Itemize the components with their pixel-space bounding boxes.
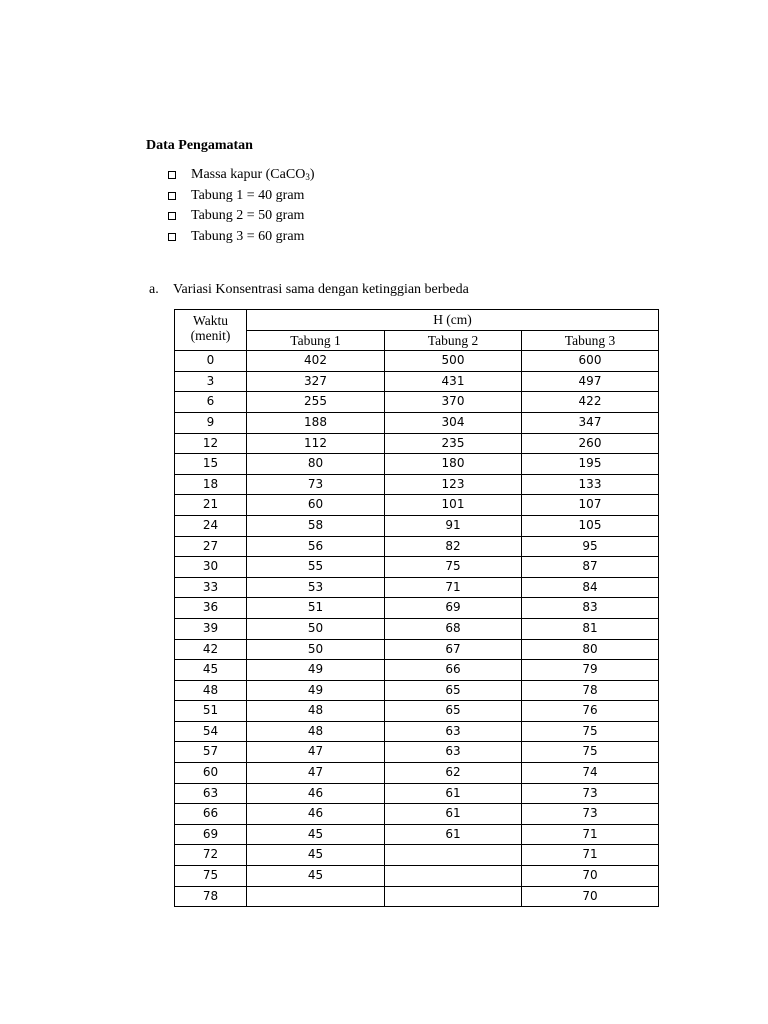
- table-row: [175, 721, 659, 742]
- massa-label: Massa kapur (CaCO$_3$): [191, 167, 315, 182]
- table-row: [175, 392, 659, 413]
- cell-waktu: 9: [175, 412, 247, 433]
- cell-tabung-3: 80: [522, 639, 659, 660]
- cell-tabung-3: 76: [522, 701, 659, 722]
- cell-tabung-2: 62: [385, 763, 522, 784]
- cell-tabung-1: 80: [247, 454, 385, 475]
- cell-tabung-1: 48: [247, 721, 385, 742]
- cell-tabung-2: 82: [385, 536, 522, 557]
- data-table: [174, 309, 659, 907]
- cell-tabung-1: 51: [247, 598, 385, 619]
- table-row: [175, 763, 659, 784]
- cell-waktu: 24: [175, 515, 247, 536]
- table-row: [175, 660, 659, 681]
- header-h-cm: H (cm): [247, 310, 659, 331]
- cell-tabung-3: 84: [522, 577, 659, 598]
- cell-waktu: 54: [175, 721, 247, 742]
- header-tabung-2: Tabung 2: [385, 330, 522, 351]
- table-row: [175, 804, 659, 825]
- cell-tabung-3: 79: [522, 660, 659, 681]
- cell-tabung-1: 327: [247, 371, 385, 392]
- cell-waktu: 78: [175, 886, 247, 907]
- cell-tabung-2: 65: [385, 701, 522, 722]
- observation-list: [168, 165, 314, 247]
- cell-tabung-2: 65: [385, 680, 522, 701]
- table-row: [175, 886, 659, 907]
- table-row: [175, 454, 659, 475]
- cell-tabung-1: 50: [247, 618, 385, 639]
- cell-tabung-2: 61: [385, 804, 522, 825]
- cell-tabung-2: 235: [385, 433, 522, 454]
- cell-tabung-1: 45: [247, 824, 385, 845]
- cell-tabung-2: [385, 886, 522, 907]
- cell-waktu: 69: [175, 824, 247, 845]
- tabung-2-label: Tabung 2 = 50 gram: [191, 208, 305, 223]
- table-row: [175, 742, 659, 763]
- table-row: [175, 783, 659, 804]
- cell-waktu: 57: [175, 742, 247, 763]
- cell-waktu: 72: [175, 845, 247, 866]
- cell-tabung-3: 71: [522, 845, 659, 866]
- list-item-tabung-3: [168, 227, 314, 248]
- cell-waktu: 42: [175, 639, 247, 660]
- cell-tabung-2: 71: [385, 577, 522, 598]
- cell-tabung-1: 47: [247, 742, 385, 763]
- table-row: [175, 866, 659, 887]
- cell-waktu: 66: [175, 804, 247, 825]
- cell-waktu: 6: [175, 392, 247, 413]
- cell-tabung-3: 95: [522, 536, 659, 557]
- cell-tabung-1: 49: [247, 660, 385, 681]
- cell-tabung-3: 75: [522, 742, 659, 763]
- cell-tabung-1: 49: [247, 680, 385, 701]
- table-row: [175, 474, 659, 495]
- cell-tabung-2: 68: [385, 618, 522, 639]
- cell-waktu: 36: [175, 598, 247, 619]
- cell-tabung-3: 195: [522, 454, 659, 475]
- cell-tabung-3: 81: [522, 618, 659, 639]
- cell-tabung-3: 133: [522, 474, 659, 495]
- cell-tabung-1: 50: [247, 639, 385, 660]
- cell-tabung-2: 61: [385, 824, 522, 845]
- cell-waktu: 75: [175, 866, 247, 887]
- cell-waktu: 27: [175, 536, 247, 557]
- cell-waktu: 60: [175, 763, 247, 784]
- table-row: [175, 701, 659, 722]
- list-item-massa: [168, 165, 314, 186]
- cell-tabung-1: 112: [247, 433, 385, 454]
- table-row: [175, 495, 659, 516]
- cell-tabung-3: 83: [522, 598, 659, 619]
- subsection-heading: [149, 281, 469, 299]
- cell-waktu: 0: [175, 351, 247, 372]
- cell-tabung-2: 67: [385, 639, 522, 660]
- table-row: [175, 412, 659, 433]
- list-item-tabung-1: [168, 186, 314, 207]
- cell-waktu: 51: [175, 701, 247, 722]
- cell-tabung-2: [385, 845, 522, 866]
- cell-tabung-3: 260: [522, 433, 659, 454]
- cell-tabung-2: 66: [385, 660, 522, 681]
- cell-tabung-3: 107: [522, 495, 659, 516]
- table-row: [175, 351, 659, 372]
- table-row: [175, 536, 659, 557]
- cell-tabung-2: 431: [385, 371, 522, 392]
- cell-tabung-1: 188: [247, 412, 385, 433]
- table-row: [175, 598, 659, 619]
- cell-tabung-3: 73: [522, 783, 659, 804]
- cell-tabung-2: 69: [385, 598, 522, 619]
- cell-tabung-3: 70: [522, 866, 659, 887]
- cell-tabung-1: 47: [247, 763, 385, 784]
- cell-tabung-2: 101: [385, 495, 522, 516]
- header-waktu: Waktu (menit): [175, 310, 247, 351]
- cell-tabung-3: 497: [522, 371, 659, 392]
- list-item-tabung-2: [168, 206, 314, 227]
- cell-waktu: 63: [175, 783, 247, 804]
- cell-waktu: 18: [175, 474, 247, 495]
- cell-tabung-3: 73: [522, 804, 659, 825]
- table-row: [175, 433, 659, 454]
- cell-tabung-3: 422: [522, 392, 659, 413]
- cell-waktu: 30: [175, 557, 247, 578]
- table-row: [175, 515, 659, 536]
- cell-tabung-3: 105: [522, 515, 659, 536]
- cell-tabung-2: 123: [385, 474, 522, 495]
- cell-tabung-1: 56: [247, 536, 385, 557]
- cell-tabung-2: 304: [385, 412, 522, 433]
- cell-tabung-2: 500: [385, 351, 522, 372]
- cell-tabung-1: 402: [247, 351, 385, 372]
- cell-tabung-1: 73: [247, 474, 385, 495]
- cell-tabung-1: 48: [247, 701, 385, 722]
- header-tabung-3: Tabung 3: [522, 330, 659, 351]
- cell-tabung-2: 180: [385, 454, 522, 475]
- cell-tabung-3: 75: [522, 721, 659, 742]
- cell-waktu: 33: [175, 577, 247, 598]
- cell-tabung-3: 78: [522, 680, 659, 701]
- cell-tabung-1: 46: [247, 783, 385, 804]
- cell-tabung-1: 58: [247, 515, 385, 536]
- header-tabung-1: Tabung 1: [247, 330, 385, 351]
- cell-tabung-3: 87: [522, 557, 659, 578]
- tabung-1-label: Tabung 1 = 40 gram: [191, 187, 305, 203]
- cell-tabung-1: 255: [247, 392, 385, 413]
- cell-tabung-2: 61: [385, 783, 522, 804]
- cell-tabung-3: 71: [522, 824, 659, 845]
- cell-tabung-1: 45: [247, 866, 385, 887]
- cell-waktu: 21: [175, 495, 247, 516]
- subsection-marker: a.: [149, 282, 159, 297]
- cell-tabung-3: 347: [522, 412, 659, 433]
- table-row: [175, 680, 659, 701]
- cell-tabung-2: 63: [385, 721, 522, 742]
- cell-waktu: 39: [175, 618, 247, 639]
- table-row: [175, 371, 659, 392]
- table-row: [175, 824, 659, 845]
- cell-tabung-2: 63: [385, 742, 522, 763]
- subsection-text: Variasi Konsentrasi sama dengan ketinggian berbeda: [173, 282, 469, 297]
- cell-tabung-1: 60: [247, 495, 385, 516]
- table-row: [175, 845, 659, 866]
- cell-tabung-1: 46: [247, 804, 385, 825]
- table-row: [175, 639, 659, 660]
- cell-tabung-2: 370: [385, 392, 522, 413]
- cell-tabung-3: 70: [522, 886, 659, 907]
- cell-tabung-2: 75: [385, 557, 522, 578]
- cell-tabung-1: 45: [247, 845, 385, 866]
- table-body: [175, 351, 659, 907]
- cell-waktu: 48: [175, 680, 247, 701]
- table-row: [175, 618, 659, 639]
- cell-tabung-1: [247, 886, 385, 907]
- cell-tabung-2: 91: [385, 515, 522, 536]
- checkbox-icon: [168, 171, 176, 179]
- section-title: Data Pengamatan: [146, 138, 253, 153]
- cell-waktu: 15: [175, 454, 247, 475]
- cell-tabung-1: 55: [247, 557, 385, 578]
- cell-tabung-1: 53: [247, 577, 385, 598]
- table-row: [175, 557, 659, 578]
- cell-tabung-3: 74: [522, 763, 659, 784]
- checkbox-icon: [168, 192, 176, 200]
- cell-tabung-2: [385, 866, 522, 887]
- tabung-3-label: Tabung 3 = 60 gram: [191, 228, 305, 244]
- checkbox-icon: [168, 212, 176, 220]
- cell-waktu: 3: [175, 371, 247, 392]
- cell-waktu: 12: [175, 433, 247, 454]
- cell-tabung-3: 600: [522, 351, 659, 372]
- cell-waktu: 45: [175, 660, 247, 681]
- table-row: [175, 577, 659, 598]
- checkbox-icon: [168, 233, 176, 241]
